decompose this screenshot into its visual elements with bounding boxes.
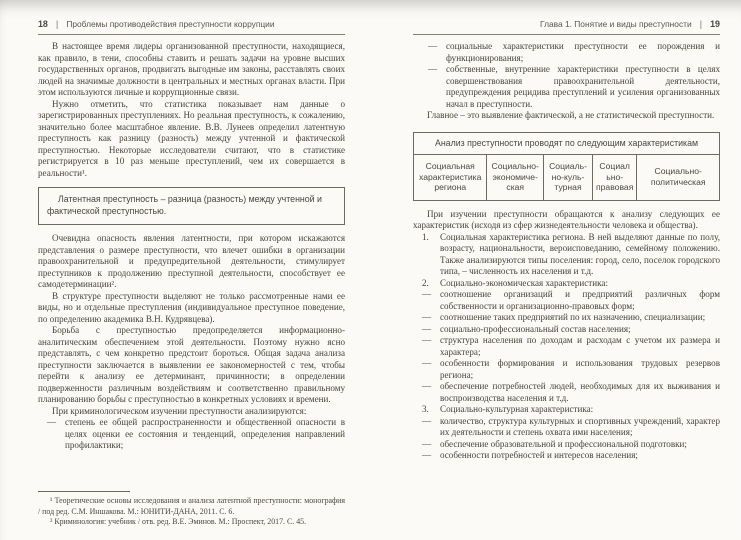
analysis-table bbox=[413, 132, 720, 201]
table-row bbox=[414, 155, 720, 201]
list-marker: — bbox=[422, 450, 432, 461]
running-title-right: Глава 1. Понятие и виды преступности bbox=[540, 19, 692, 29]
page-body-right bbox=[413, 41, 720, 462]
table-cell: Социальная характеристика региона bbox=[414, 155, 487, 201]
list-item-text: особенности потребностей и интересов населения; bbox=[440, 450, 638, 461]
footnotes bbox=[38, 491, 345, 527]
page-number-left: 18 bbox=[38, 19, 48, 29]
list-marker: 3. bbox=[422, 404, 429, 415]
paragraph: В структуре преступности выделяют не только рассмотренные нами ее виды, но и отдельные преступления (индивидуальное преступное поведение, по определению академика В.Н. Кудрявцева). bbox=[38, 290, 345, 324]
list-item-text: обеспечение образовательной и профессиональной подготовки; bbox=[440, 438, 687, 449]
list-item-text: обеспечение потребностей людей, необходимых для их выживания и воспроизводства населения и т.д. bbox=[440, 381, 720, 403]
page-left bbox=[38, 0, 345, 540]
list-item-text: соотношение таких предприятий по их назначению, специализации; bbox=[440, 312, 706, 323]
table-cell: Социально-политическая bbox=[637, 155, 720, 201]
list-item-text: количество, структура культурных и спортивных учреждений, характер их деятельности и степень охвата ими населения; bbox=[440, 415, 720, 438]
footnote: ¹ Теоретические основы исследования и анализа латентной преступности: монография / под ред. С.М. Иншакова. М.: ЮНИТИ-ДАНА, 2011. С. 6. bbox=[38, 496, 345, 516]
list-marker: — bbox=[422, 312, 432, 323]
paragraph: В настоящее время лидеры организованной преступности, находящиеся, как правило, в тени, способны ставить и решать задачи на уровне высших государственных органов, продвигать выгодные им законы, расставлять своих людей на значимые должности в центральных и местных органах власти. При этом используются личные и коррупционные связи. bbox=[38, 41, 345, 97]
definition-callout: Латентная преступность – разница (разность) между учтенной и фактической преступностью. bbox=[38, 187, 345, 225]
list-item-text: Социально-экономическая характеристика: bbox=[440, 277, 608, 288]
paragraph: При криминологическом изучении преступности анализируются: bbox=[52, 405, 307, 416]
footnote: ² Криминология: учебник / отв. ред. В.Е. Эминов. М.: Проспект, 2017. С. 45. bbox=[50, 516, 307, 526]
list-marker: — bbox=[422, 438, 432, 449]
list-marker: — bbox=[47, 417, 57, 428]
list-item bbox=[413, 289, 720, 312]
list-marker: — bbox=[422, 335, 432, 346]
list-item bbox=[413, 312, 720, 324]
table-header-row bbox=[414, 132, 720, 155]
paragraph: При изучении преступности обращаются к анализу следующих ее характеристик (исходя из сфер жизнедеятельности человека и общества). bbox=[413, 208, 720, 231]
list-item-text: степень ее общей распространенности и общественной опасности в целях оценки ее состояния и тенденций, определения направлений профилактики; bbox=[65, 417, 345, 451]
running-head-left bbox=[38, 20, 345, 35]
list-marker: 1. bbox=[422, 231, 429, 242]
list-item bbox=[413, 324, 720, 336]
list-item bbox=[413, 41, 720, 64]
list-marker: — bbox=[422, 415, 432, 426]
list-item-text: Социально-культурная характеристика: bbox=[440, 404, 594, 415]
list-item-text: структура населения по доходам и расходам с учетом их размера и характера; bbox=[440, 335, 720, 357]
list-item bbox=[413, 64, 720, 110]
list-marker: — bbox=[422, 323, 432, 334]
running-title-left: Проблемы противодействия преступности коррупции bbox=[66, 19, 275, 29]
page-body-left bbox=[38, 41, 345, 452]
running-head-right bbox=[413, 20, 720, 35]
table-cell: Социально-правовая bbox=[593, 155, 637, 201]
list-item bbox=[413, 381, 720, 404]
paragraph: Главное – это выявление фактической, а не статистической преступности. bbox=[427, 110, 715, 120]
list-item-text: Социальная характеристика региона. В ней выделяют данные по полу, возрасту, национальности, вероисповеданию, семейному положению. Также анализируются типы поселения: город, село, поселок городского типа, – численность их населения и т.д. bbox=[440, 231, 720, 277]
page-right bbox=[413, 0, 720, 540]
table-cell: Социально-экономическая bbox=[487, 155, 544, 201]
list-marker: — bbox=[422, 289, 432, 300]
table-cell: Социально-культурная bbox=[544, 155, 593, 201]
list-item-text: социальные характеристики преступности ее порождения и функционирования; bbox=[446, 41, 720, 63]
paragraph: Очевидна опасность явления латентности, при котором искажаются представления о размере преступности, что влечет ошибки в организации правоохранительной и предупредительной деятельности, стимулирует преступников к продолжению преступной деятельности, способствует ее самодетерминации². bbox=[38, 233, 345, 290]
list-item bbox=[413, 439, 720, 451]
list-marker: — bbox=[428, 64, 438, 74]
list-item bbox=[413, 358, 720, 381]
list-marker: — bbox=[422, 358, 432, 369]
page-number-right: 19 bbox=[710, 19, 720, 29]
list-item bbox=[413, 335, 720, 358]
list-item-text: особенности формирования и использования трудовых резервов региона; bbox=[440, 358, 720, 380]
paragraph: Борьба с преступностью предопределяется информационно-аналитическим обеспечением этой деятельности. Поэтому нужно ясно представлять, с чем конкретно предстоит бороться. Общая задача анализа преступности заключается в выявлении ее закономерностей с тем, чтобы перейти к анализу ее детерминант, причинности; в определении подверженности различным воздействиям и соответственно правильному планированию борьбы с преступностью в конкретных условиях и времени. bbox=[38, 325, 345, 405]
list-item-text: собственные, внутренние характеристики преступности в целях совершенствования правоохранительной деятельности, предупреждения рецидива преступлений и усиления организованных начал в преступности. bbox=[446, 64, 720, 109]
list-marker: 2. bbox=[422, 277, 429, 288]
header-separator: | bbox=[55, 19, 59, 30]
list-item bbox=[413, 278, 720, 290]
list-item bbox=[38, 417, 345, 452]
paragraph: Нужно отметить, что статистика показывает нам данные о зарегистрированных преступлениях. Но реальная преступность, к сожалению, значительно более масштабное явление. В.В. Лунеев определил латентную преступность как разницу (разность) между учтенной и фактической преступностью. Некоторые исследователи считают, что в статистике регистрируется в 10 раз меньше преступлений, чем их совершается в реальности¹. bbox=[38, 98, 345, 178]
list-item bbox=[413, 416, 720, 439]
list-item bbox=[413, 450, 720, 462]
list-marker: — bbox=[428, 41, 438, 51]
list-item-text: социально-профессиональный состав населения; bbox=[440, 323, 631, 334]
footnote-separator bbox=[38, 491, 130, 492]
list-item bbox=[413, 232, 720, 278]
list-item bbox=[413, 404, 720, 416]
list-marker: — bbox=[422, 381, 432, 392]
list-item-text: соотношение организаций и предприятий различных форм собственности и организационно-правовых форм; bbox=[440, 289, 720, 311]
header-separator: | bbox=[699, 19, 703, 30]
table-header-cell: Анализ преступности проводят по следующим характеристикам bbox=[414, 132, 720, 155]
